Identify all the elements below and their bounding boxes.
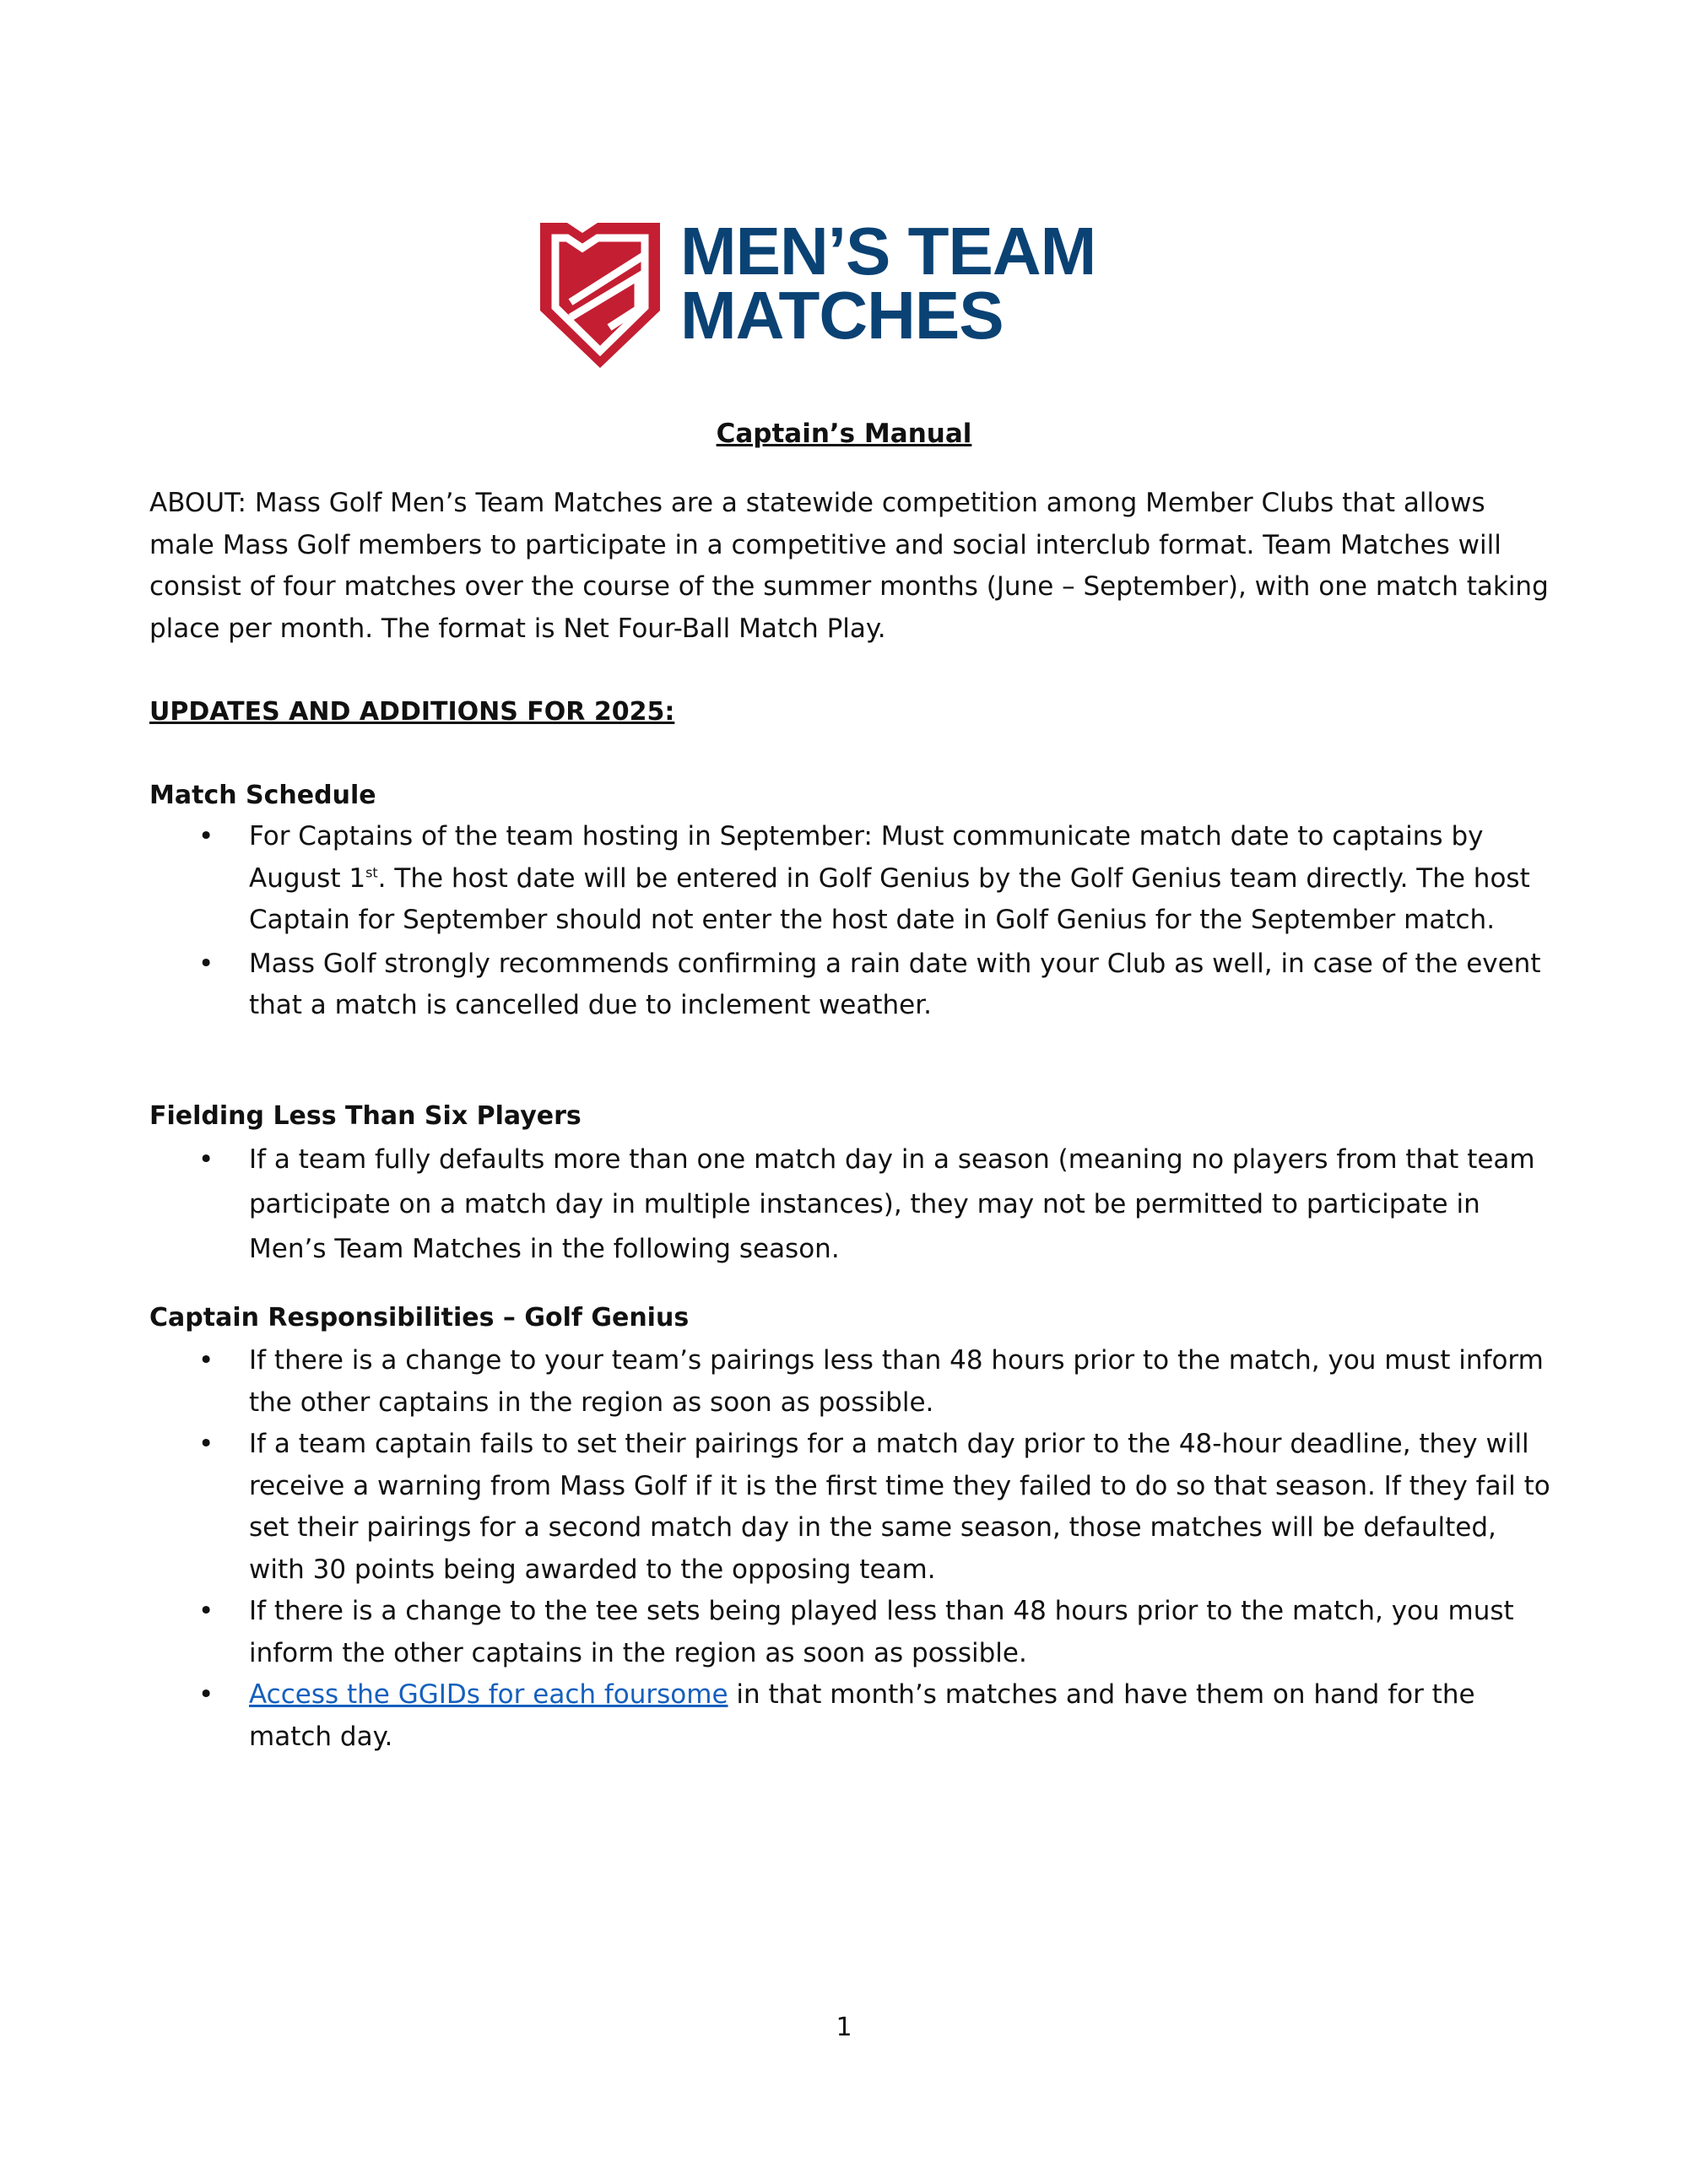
list-item: • If there is a change to your team’s pairings less than 48 hours prior to the match, you must inform the other captains in the region as soon as possible.: [149, 1340, 1550, 1424]
fielding-list: [149, 1138, 1550, 1272]
section-heading-captain-responsibilities: Captain Responsibilities – Golf Genius: [149, 1303, 690, 1333]
logo-line-2: MATCHES: [680, 278, 1004, 353]
list-item: • If there is a change to the tee sets being played less than 48 hours prior to the match, you must inform the other captains in the region as soon as possible.: [149, 1591, 1550, 1674]
updates-heading: UPDATES AND ADDITIONS FOR 2025:: [149, 697, 675, 727]
bullet-icon: •: [198, 1345, 214, 1376]
bullet-icon: •: [198, 1144, 214, 1175]
list-item: • If a team fully defaults more than one match day in a season (meaning no players from that team participate on a match day in multiple instances), they may not be permitted to participate in Men’s Team Matches in the following season.: [149, 1138, 1550, 1272]
ggids-link[interactable]: Access the GGIDs for each foursome: [249, 1679, 728, 1710]
bullet-icon: •: [198, 948, 214, 979]
list-item: • Access the GGIDs for each foursome in that month’s matches and have them on hand for the match day.: [149, 1674, 1550, 1758]
bullet-icon: •: [198, 1429, 214, 1459]
section-heading-match-schedule: Match Schedule: [149, 781, 376, 810]
page-number: 1: [836, 2013, 852, 2042]
mens-team-matches-logo: [537, 214, 1161, 370]
about-paragraph: ABOUT: Mass Golf Men’s Team Matches are a statewide competition among Member Clubs that allows male Mass Golf members to participate in a competitive and social interclub format. Team Matches will consist of four matches over the course of the summer months (June – September), with one match taking place per month. The format is Net Four-Ball Match Play.: [149, 488, 1549, 644]
list-item: • For Captains of the team hosting in September: Must communicate match date to captains by August 1st. The host date will be entered in Golf Genius by the Golf Genius team directly. The host Captain for September should not enter the host date in Golf Genius for the September match.: [149, 816, 1550, 942]
list-item: • Mass Golf strongly recommends confirming a rain date with your Club as well, in case of the event that a match is cancelled due to inclement weather.: [149, 943, 1550, 1027]
captain-responsibilities-list: [149, 1340, 1550, 1758]
list-item: • If a team captain fails to set their pairings for a match day prior to the 48-hour deadline, they will receive a warning from Mass Golf if it is the first time they failed to do so that season. If they fail to set their pairings for a second match day in the same season, those matches will be defaulted, with 30 points being awarded to the opposing team.: [149, 1424, 1550, 1591]
bullet-icon: •: [198, 1679, 214, 1710]
page-title: Captain’s Manual: [716, 419, 972, 449]
shield-icon: [537, 218, 663, 370]
bullet-icon: •: [198, 1596, 214, 1626]
section-heading-fielding: Fielding Less Than Six Players: [149, 1101, 582, 1131]
match-schedule-list: [149, 816, 1550, 1027]
bullet-icon: •: [198, 821, 214, 851]
logo-line-1: MEN’S TEAM: [680, 214, 1096, 289]
